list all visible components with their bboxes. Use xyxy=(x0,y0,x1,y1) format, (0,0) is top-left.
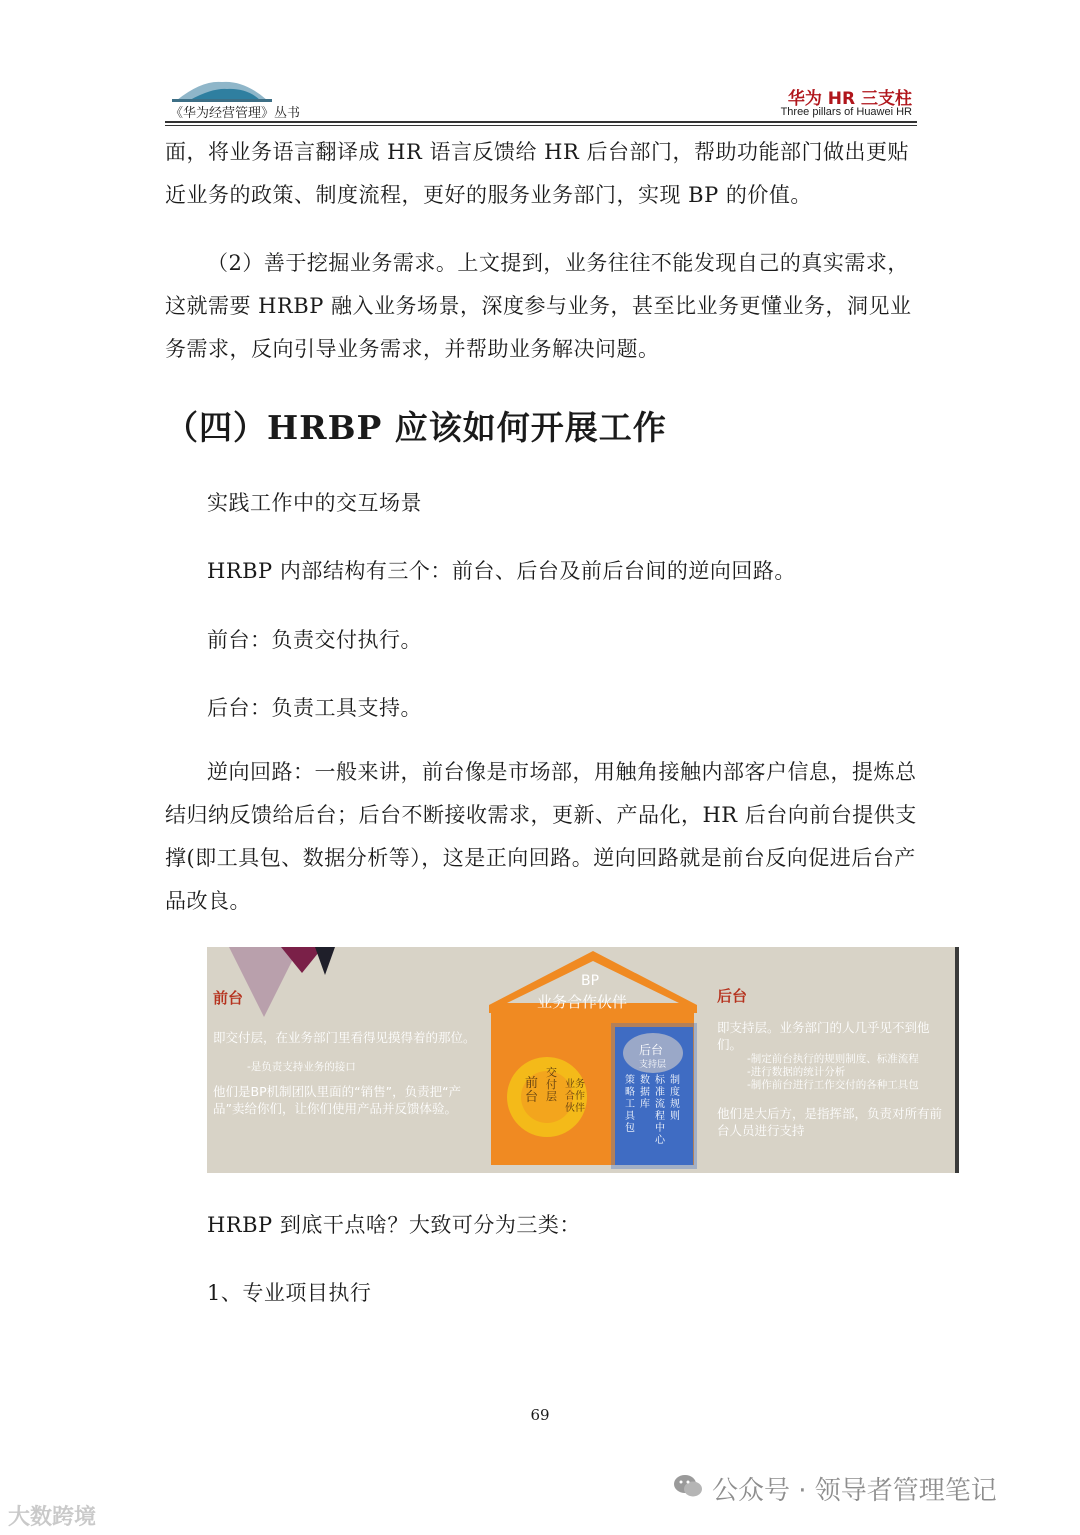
back-column-4: 制度规则 xyxy=(670,1075,680,1122)
back-column-3: 标准流程中心 xyxy=(655,1075,665,1146)
back-item-2: -进行数据的统计分析 xyxy=(747,1066,846,1078)
house-partner-label: 业务合作伙伴 xyxy=(537,993,628,1011)
book-title-cn: 华为 HR 三支柱 xyxy=(787,89,912,109)
line-back: 后台：负责工具支持。 xyxy=(207,696,422,720)
hrbp-structure-figure xyxy=(207,947,959,1173)
front-title: 前台 xyxy=(213,989,244,1007)
book-title-en: Three pillars of Huawei HR xyxy=(780,106,912,118)
back-title: 后台 xyxy=(717,987,748,1005)
front-layer-label: 交付层 xyxy=(546,1066,557,1103)
front-partner-label: 业务合作伙伴 xyxy=(565,1079,585,1114)
back-circle-label: 后台 xyxy=(639,1043,664,1057)
figure-edge xyxy=(955,947,959,1173)
front-subnote: -是负责支持业务的接口 xyxy=(247,1061,356,1073)
series-title: 《华为经营管理》丛书 xyxy=(170,106,301,121)
paragraph-business-needs: （2）善于挖掘业务需求。上文提到，业务往往不能发现自己的真实需求，这就需要 HRBP 融入业务场景，深度参与业务，甚至比业务更懂业务，洞见业务需求，反向引导业务需求，并帮助业务解决问题。 xyxy=(165,251,912,361)
back-item-1: -制定前台执行的规则制度、标准流程 xyxy=(747,1053,919,1065)
section-heading: （四）HRBP 应该如何开展工作 xyxy=(165,408,667,447)
page-number: 69 xyxy=(530,1406,550,1424)
front-description: 即交付层，在业务部门里看得见摸得着的那位。 xyxy=(213,1030,476,1045)
back-hq-description: 他们是大后方，是指挥部，负责对所有前台人员进行支持 xyxy=(717,1106,943,1138)
front-circle-label: 前台 xyxy=(525,1076,539,1105)
line-three-types: HRBP 到底干点啥？大致可分为三类： xyxy=(207,1213,581,1237)
triangle-decor-icon xyxy=(315,947,335,975)
header-rule-thin xyxy=(165,125,917,126)
watermark-left: 大数跨境 xyxy=(8,1505,97,1530)
back-item-3: -制作前台进行工作交付的各种工具包 xyxy=(747,1079,919,1091)
back-column-1: 策略工具包 xyxy=(625,1075,635,1134)
wechat-icon xyxy=(672,1472,704,1500)
subheading-interaction: 实践工作中的交互场景 xyxy=(207,491,422,515)
back-description: 即支持层。业务部门的人几乎见不到他们。 xyxy=(717,1020,930,1052)
watermark-right: 公众号 · 领导者管理笔记 xyxy=(712,1476,997,1506)
house-bp-label: BP xyxy=(581,973,600,989)
back-layer-label: 支持层 xyxy=(639,1060,667,1070)
line-front: 前台：负责交付执行。 xyxy=(207,628,422,652)
paragraph-reverse-loop: 逆向回路：一般来讲，前台像是市场部，用触角接触内部客户信息，提炼总结归纳反馈给后台；后台不断接收需求，更新、产品化，HR 后台向前台提供支撑(即工具包、数据分析等），这是正向回路。逆向回路就是前台反向促进后台产品改良。 xyxy=(165,760,917,913)
line-structure: HRBP 内部结构有三个：前台、后台及前后台间的逆向回路。 xyxy=(207,559,796,583)
series-logo-icon xyxy=(172,78,272,102)
front-sales-description: 他们是BP机制团队里面的“销售”，负责把“产品”卖给你们，让你们使用产品并反馈体验。 xyxy=(213,1084,462,1116)
back-column-2: 数据库 xyxy=(640,1075,650,1110)
header-rule xyxy=(165,121,917,123)
paragraph-continued: 面，将业务语言翻译成 HR 语言反馈给 HR 后台部门，帮助功能部门做出更贴近业务的政策、制度流程，更好的服务业务部门，实现 BP 的价值。 xyxy=(165,140,909,207)
line-item-1: 1、专业项目执行 xyxy=(207,1281,372,1305)
